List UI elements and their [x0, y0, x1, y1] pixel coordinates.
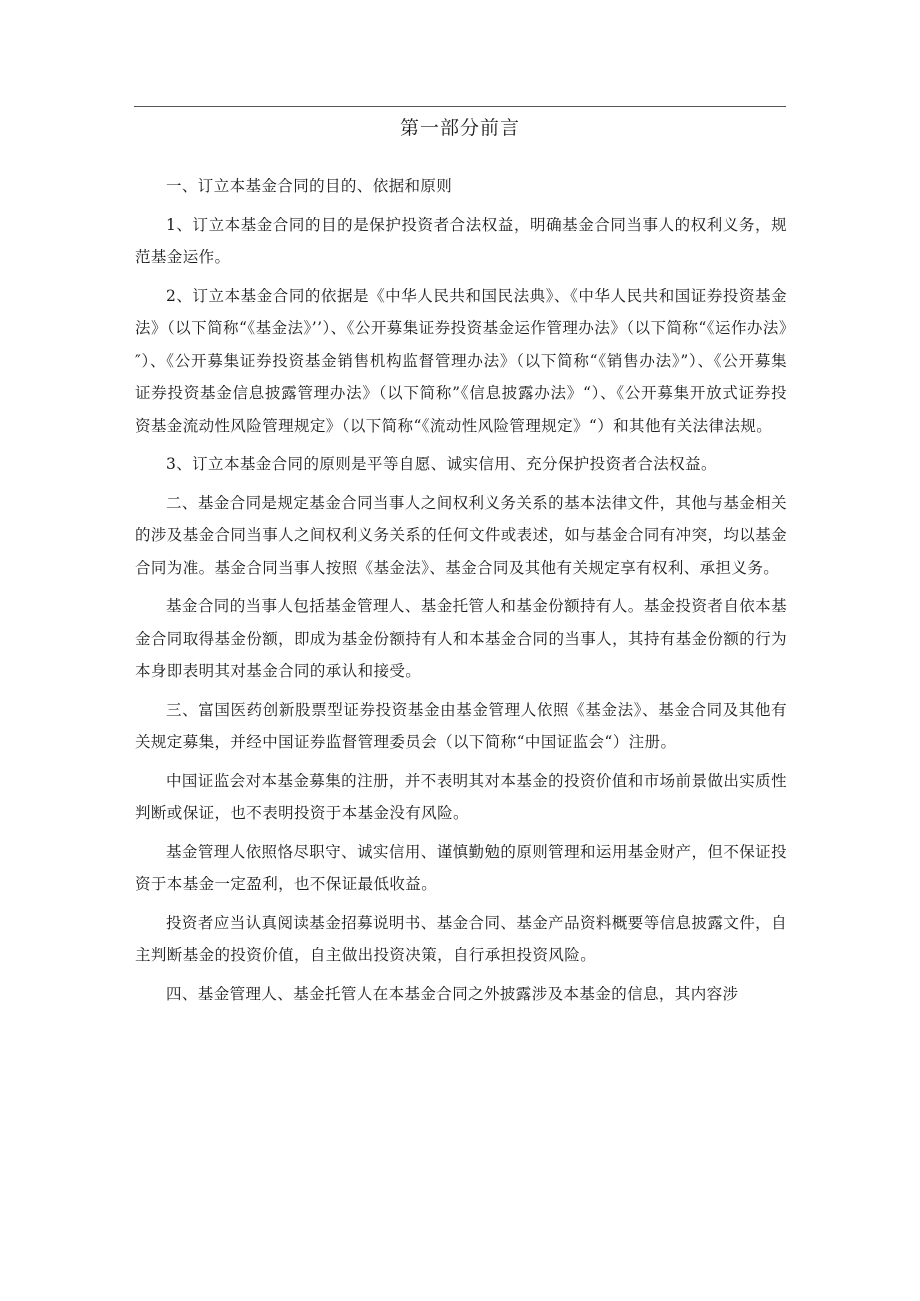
paragraph-1-3: 3、订立本基金合同的原则是平等自愿、诚实信用、充分保护投资者合法权益。	[166, 455, 717, 473]
header-rule	[134, 106, 786, 107]
body-text	[135, 170, 787, 1016]
paragraph-2-parties: 基金合同的当事人包括基金管理人、基金托管人和基金份额持有人。基金投资者自依本基金合同取得基金份额，即成为基金份额持有人和本基金合同的当事人，其持有基金份额的行为本身即表明其对基金合同的承认和接受。	[135, 597, 787, 680]
section-title: 第一部分前言	[399, 117, 520, 139]
paragraph-1-2: 2、订立本基金合同的依据是《中华人民共和国民法典》、《中华人民共和国证券投资基金法》（以下简称“《基金法》’’）、《公开募集证券投资基金运作管理办法》（以下简称“《运作办法》″）、《公开募集证券投资基金销售机构监督管理办法》（以下简称“《销售办法》”）、《公开募集证券投资基金信息披露管理办法》（以下简称”《信息披露办法》“）、《公开募集开放式证券投资基金流动性风险管理规定》（以下简称“《流动性风险管理规定》“）和其他有关法律法规。	[135, 286, 787, 435]
paragraph-2: 二、基金合同是规定基金合同当事人之间权利义务关系的基本法律文件，其他与基金相关的涉及基金合同当事人之间权利义务关系的任何文件或表述，如与基金合同有冲突，均以基金合同为准。基金合同当事人按照《基金法》、基金合同及其他有关规定享有权利、承担义务。	[135, 493, 787, 577]
paragraph-3-manager: 基金管理人依照恪尽职守、诚实信用、谨慎勤勉的原则管理和运用基金财产，但不保证投资于本基金一定盈利，也不保证最低收益。	[135, 842, 787, 893]
paragraph-3: 三、富国医药创新股票型证券投资基金由基金管理人依照《基金法》、基金合同及其他有关规定募集，并经中国证券监督管理委员会（以下简称“中国证监会“）注册。	[135, 700, 787, 751]
paragraph-1-1: 1、订立本基金合同的目的是保护投资者合法权益，明确基金合同当事人的权利义务，规范基金运作。	[135, 215, 787, 266]
paragraph-heading-1: 一、订立本基金合同的目的、依据和原则	[166, 177, 453, 195]
paragraph-4: 四、基金管理人、基金托管人在本基金合同之外披露涉及本基金的信息，其内容涉	[166, 984, 739, 1003]
paragraph-3-csrc: 中国证监会对本基金募集的注册，并不表明其对本基金的投资价值和市场前景做出实质性判断或保证，也不表明投资于本基金没有风险。	[135, 771, 787, 822]
paragraph-3-investor: 投资者应当认真阅读基金招募说明书、基金合同、基金产品资料概要等信息披露文件，自主判断基金的投资价值，自主做出投资决策，自行承担投资风险。	[135, 913, 787, 964]
